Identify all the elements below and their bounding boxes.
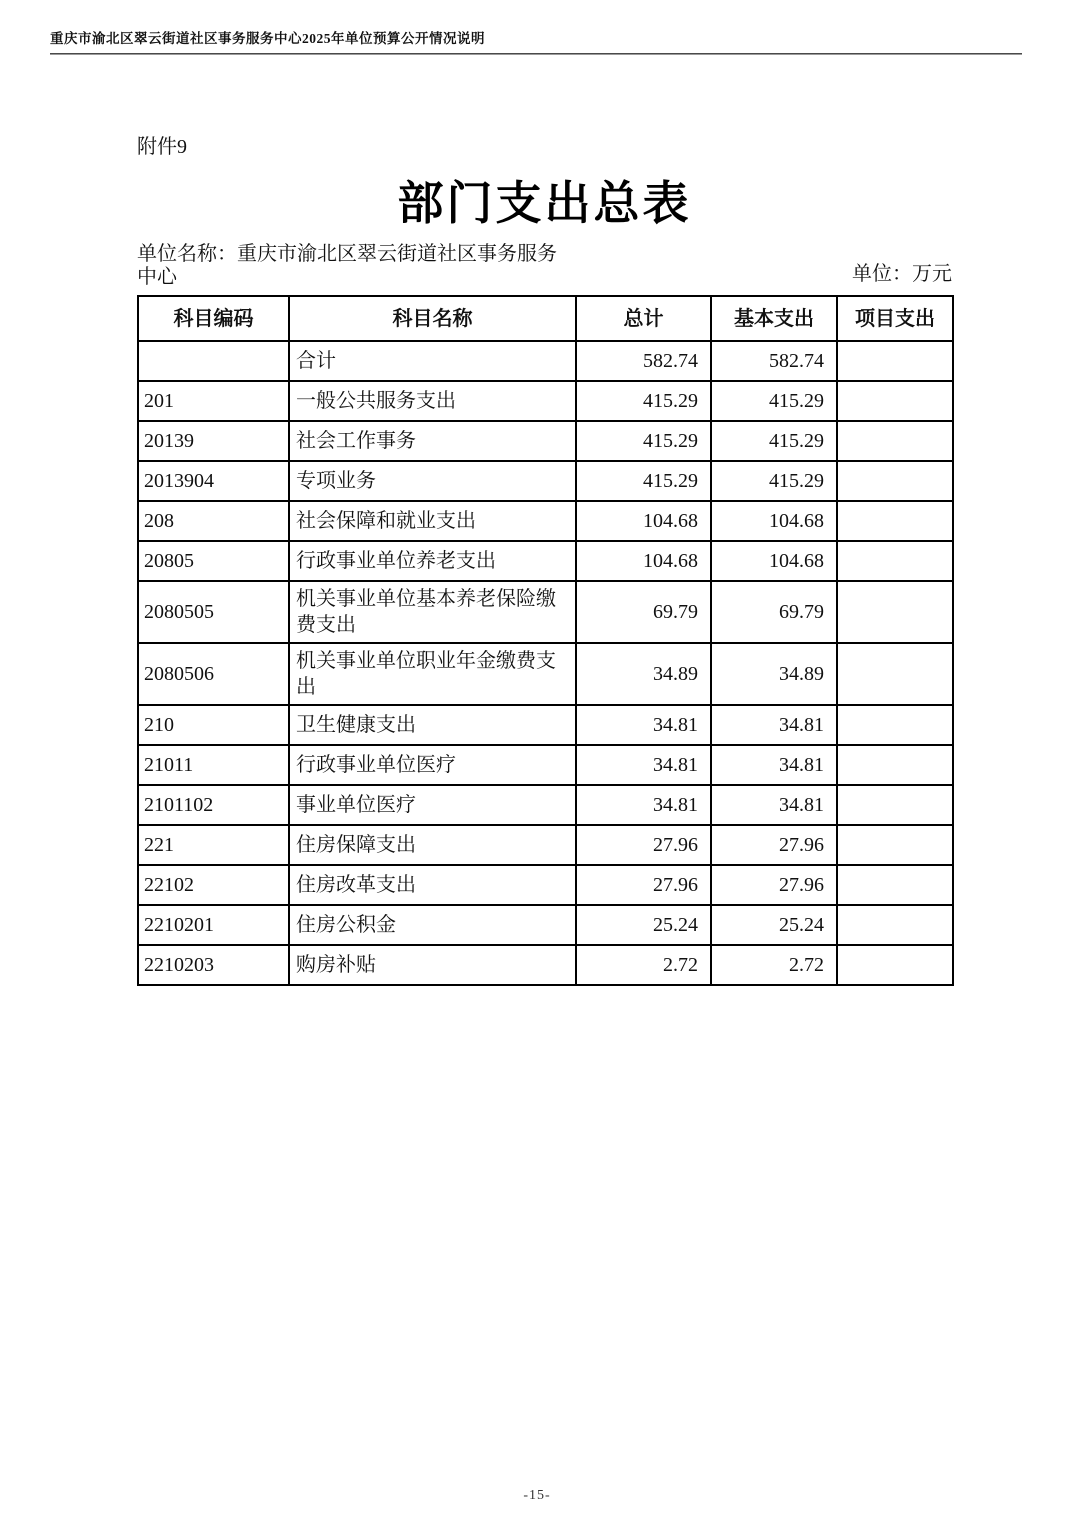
header-subject-code: 科目编码 bbox=[138, 296, 289, 341]
cell-subject-code: 2013904 bbox=[138, 461, 289, 501]
cell-project-expense bbox=[837, 461, 953, 501]
cell-total: 27.96 bbox=[576, 825, 711, 865]
cell-subject-code: 20805 bbox=[138, 541, 289, 581]
cell-total: 415.29 bbox=[576, 381, 711, 421]
cell-project-expense bbox=[837, 945, 953, 985]
cell-subject-name: 购房补贴 bbox=[289, 945, 576, 985]
cell-total: 34.81 bbox=[576, 745, 711, 785]
cell-project-expense bbox=[837, 865, 953, 905]
cell-basic-expense: 27.96 bbox=[711, 825, 837, 865]
cell-subject-name: 一般公共服务支出 bbox=[289, 381, 576, 421]
cell-subject-name: 机关事业单位基本养老保险缴费支出 bbox=[289, 581, 576, 643]
cell-total: 34.81 bbox=[576, 785, 711, 825]
cell-subject-name: 社会保障和就业支出 bbox=[289, 501, 576, 541]
header-project-expense: 项目支出 bbox=[837, 296, 953, 341]
cell-total: 582.74 bbox=[576, 341, 711, 381]
cell-subject-name: 专项业务 bbox=[289, 461, 576, 501]
unit-info-row bbox=[137, 243, 952, 289]
table-row bbox=[138, 381, 953, 421]
cell-subject-name: 行政事业单位养老支出 bbox=[289, 541, 576, 581]
cell-subject-name: 合计 bbox=[289, 341, 576, 381]
header-basic-expense: 基本支出 bbox=[711, 296, 837, 341]
cell-total: 415.29 bbox=[576, 421, 711, 461]
unit-measure-label: 单位：万元 bbox=[852, 262, 952, 285]
cell-subject-name: 事业单位医疗 bbox=[289, 785, 576, 825]
table-row bbox=[138, 501, 953, 541]
expenditure-table bbox=[137, 295, 954, 986]
table-row bbox=[138, 785, 953, 825]
cell-project-expense bbox=[837, 905, 953, 945]
table-row bbox=[138, 643, 953, 705]
table-row bbox=[138, 705, 953, 745]
cell-subject-code: 2210201 bbox=[138, 905, 289, 945]
header-total: 总计 bbox=[576, 296, 711, 341]
cell-subject-code bbox=[138, 341, 289, 381]
cell-project-expense bbox=[837, 341, 953, 381]
table-row bbox=[138, 421, 953, 461]
cell-subject-name: 机关事业单位职业年金缴费支出 bbox=[289, 643, 576, 705]
cell-subject-name: 卫生健康支出 bbox=[289, 705, 576, 745]
cell-basic-expense: 69.79 bbox=[711, 581, 837, 643]
cell-subject-code: 20139 bbox=[138, 421, 289, 461]
table-row bbox=[138, 905, 953, 945]
table-row bbox=[138, 541, 953, 581]
cell-project-expense bbox=[837, 745, 953, 785]
cell-subject-code: 21011 bbox=[138, 745, 289, 785]
cell-project-expense bbox=[837, 581, 953, 643]
cell-subject-code: 2101102 bbox=[138, 785, 289, 825]
cell-basic-expense: 415.29 bbox=[711, 381, 837, 421]
running-header-text: 重庆市渝北区翠云街道社区事务服务中心2025年单位预算公开情况说明 bbox=[50, 31, 485, 46]
page-number: -15- bbox=[523, 1488, 551, 1503]
cell-basic-expense: 104.68 bbox=[711, 541, 837, 581]
header-subject-name: 科目名称 bbox=[289, 296, 576, 341]
cell-project-expense bbox=[837, 825, 953, 865]
cell-total: 104.68 bbox=[576, 501, 711, 541]
cell-subject-code: 208 bbox=[138, 501, 289, 541]
table-header-row bbox=[138, 296, 953, 341]
cell-basic-expense: 415.29 bbox=[711, 421, 837, 461]
cell-total: 27.96 bbox=[576, 865, 711, 905]
cell-subject-name: 社会工作事务 bbox=[289, 421, 576, 461]
cell-project-expense bbox=[837, 421, 953, 461]
cell-subject-code: 201 bbox=[138, 381, 289, 421]
cell-basic-expense: 104.68 bbox=[711, 501, 837, 541]
cell-project-expense bbox=[837, 541, 953, 581]
table-row bbox=[138, 581, 953, 643]
cell-basic-expense: 27.96 bbox=[711, 865, 837, 905]
document-content bbox=[137, 130, 952, 986]
cell-subject-code: 2210203 bbox=[138, 945, 289, 985]
cell-project-expense bbox=[837, 643, 953, 705]
cell-basic-expense: 25.24 bbox=[711, 905, 837, 945]
cell-total: 34.89 bbox=[576, 643, 711, 705]
cell-total: 25.24 bbox=[576, 905, 711, 945]
table-row bbox=[138, 825, 953, 865]
attachment-label: 附件9 bbox=[137, 136, 187, 158]
cell-basic-expense: 2.72 bbox=[711, 945, 837, 985]
cell-project-expense bbox=[837, 705, 953, 745]
cell-basic-expense: 34.81 bbox=[711, 745, 837, 785]
cell-total: 2.72 bbox=[576, 945, 711, 985]
table-row bbox=[138, 745, 953, 785]
cell-project-expense bbox=[837, 501, 953, 541]
cell-basic-expense: 34.81 bbox=[711, 785, 837, 825]
unit-name-label: 单位名称：重庆市渝北区翠云街道社区事务服务中心 bbox=[137, 243, 557, 288]
cell-total: 104.68 bbox=[576, 541, 711, 581]
running-header bbox=[50, 30, 1022, 55]
cell-subject-code: 210 bbox=[138, 705, 289, 745]
page-title: 部门支出总表 bbox=[397, 177, 692, 229]
cell-total: 415.29 bbox=[576, 461, 711, 501]
cell-subject-name: 住房改革支出 bbox=[289, 865, 576, 905]
table-row bbox=[138, 945, 953, 985]
header-rule bbox=[50, 53, 1022, 55]
table-body bbox=[138, 341, 953, 985]
cell-subject-name: 住房公积金 bbox=[289, 905, 576, 945]
cell-basic-expense: 582.74 bbox=[711, 341, 837, 381]
cell-total: 69.79 bbox=[576, 581, 711, 643]
table-row bbox=[138, 341, 953, 381]
cell-subject-code: 221 bbox=[138, 825, 289, 865]
cell-basic-expense: 415.29 bbox=[711, 461, 837, 501]
cell-subject-name: 行政事业单位医疗 bbox=[289, 745, 576, 785]
table-row bbox=[138, 865, 953, 905]
cell-project-expense bbox=[837, 785, 953, 825]
cell-subject-name: 住房保障支出 bbox=[289, 825, 576, 865]
cell-subject-code: 2080506 bbox=[138, 643, 289, 705]
cell-subject-code: 2080505 bbox=[138, 581, 289, 643]
cell-total: 34.81 bbox=[576, 705, 711, 745]
cell-basic-expense: 34.89 bbox=[711, 643, 837, 705]
cell-basic-expense: 34.81 bbox=[711, 705, 837, 745]
table-row bbox=[138, 461, 953, 501]
cell-project-expense bbox=[837, 381, 953, 421]
cell-subject-code: 22102 bbox=[138, 865, 289, 905]
